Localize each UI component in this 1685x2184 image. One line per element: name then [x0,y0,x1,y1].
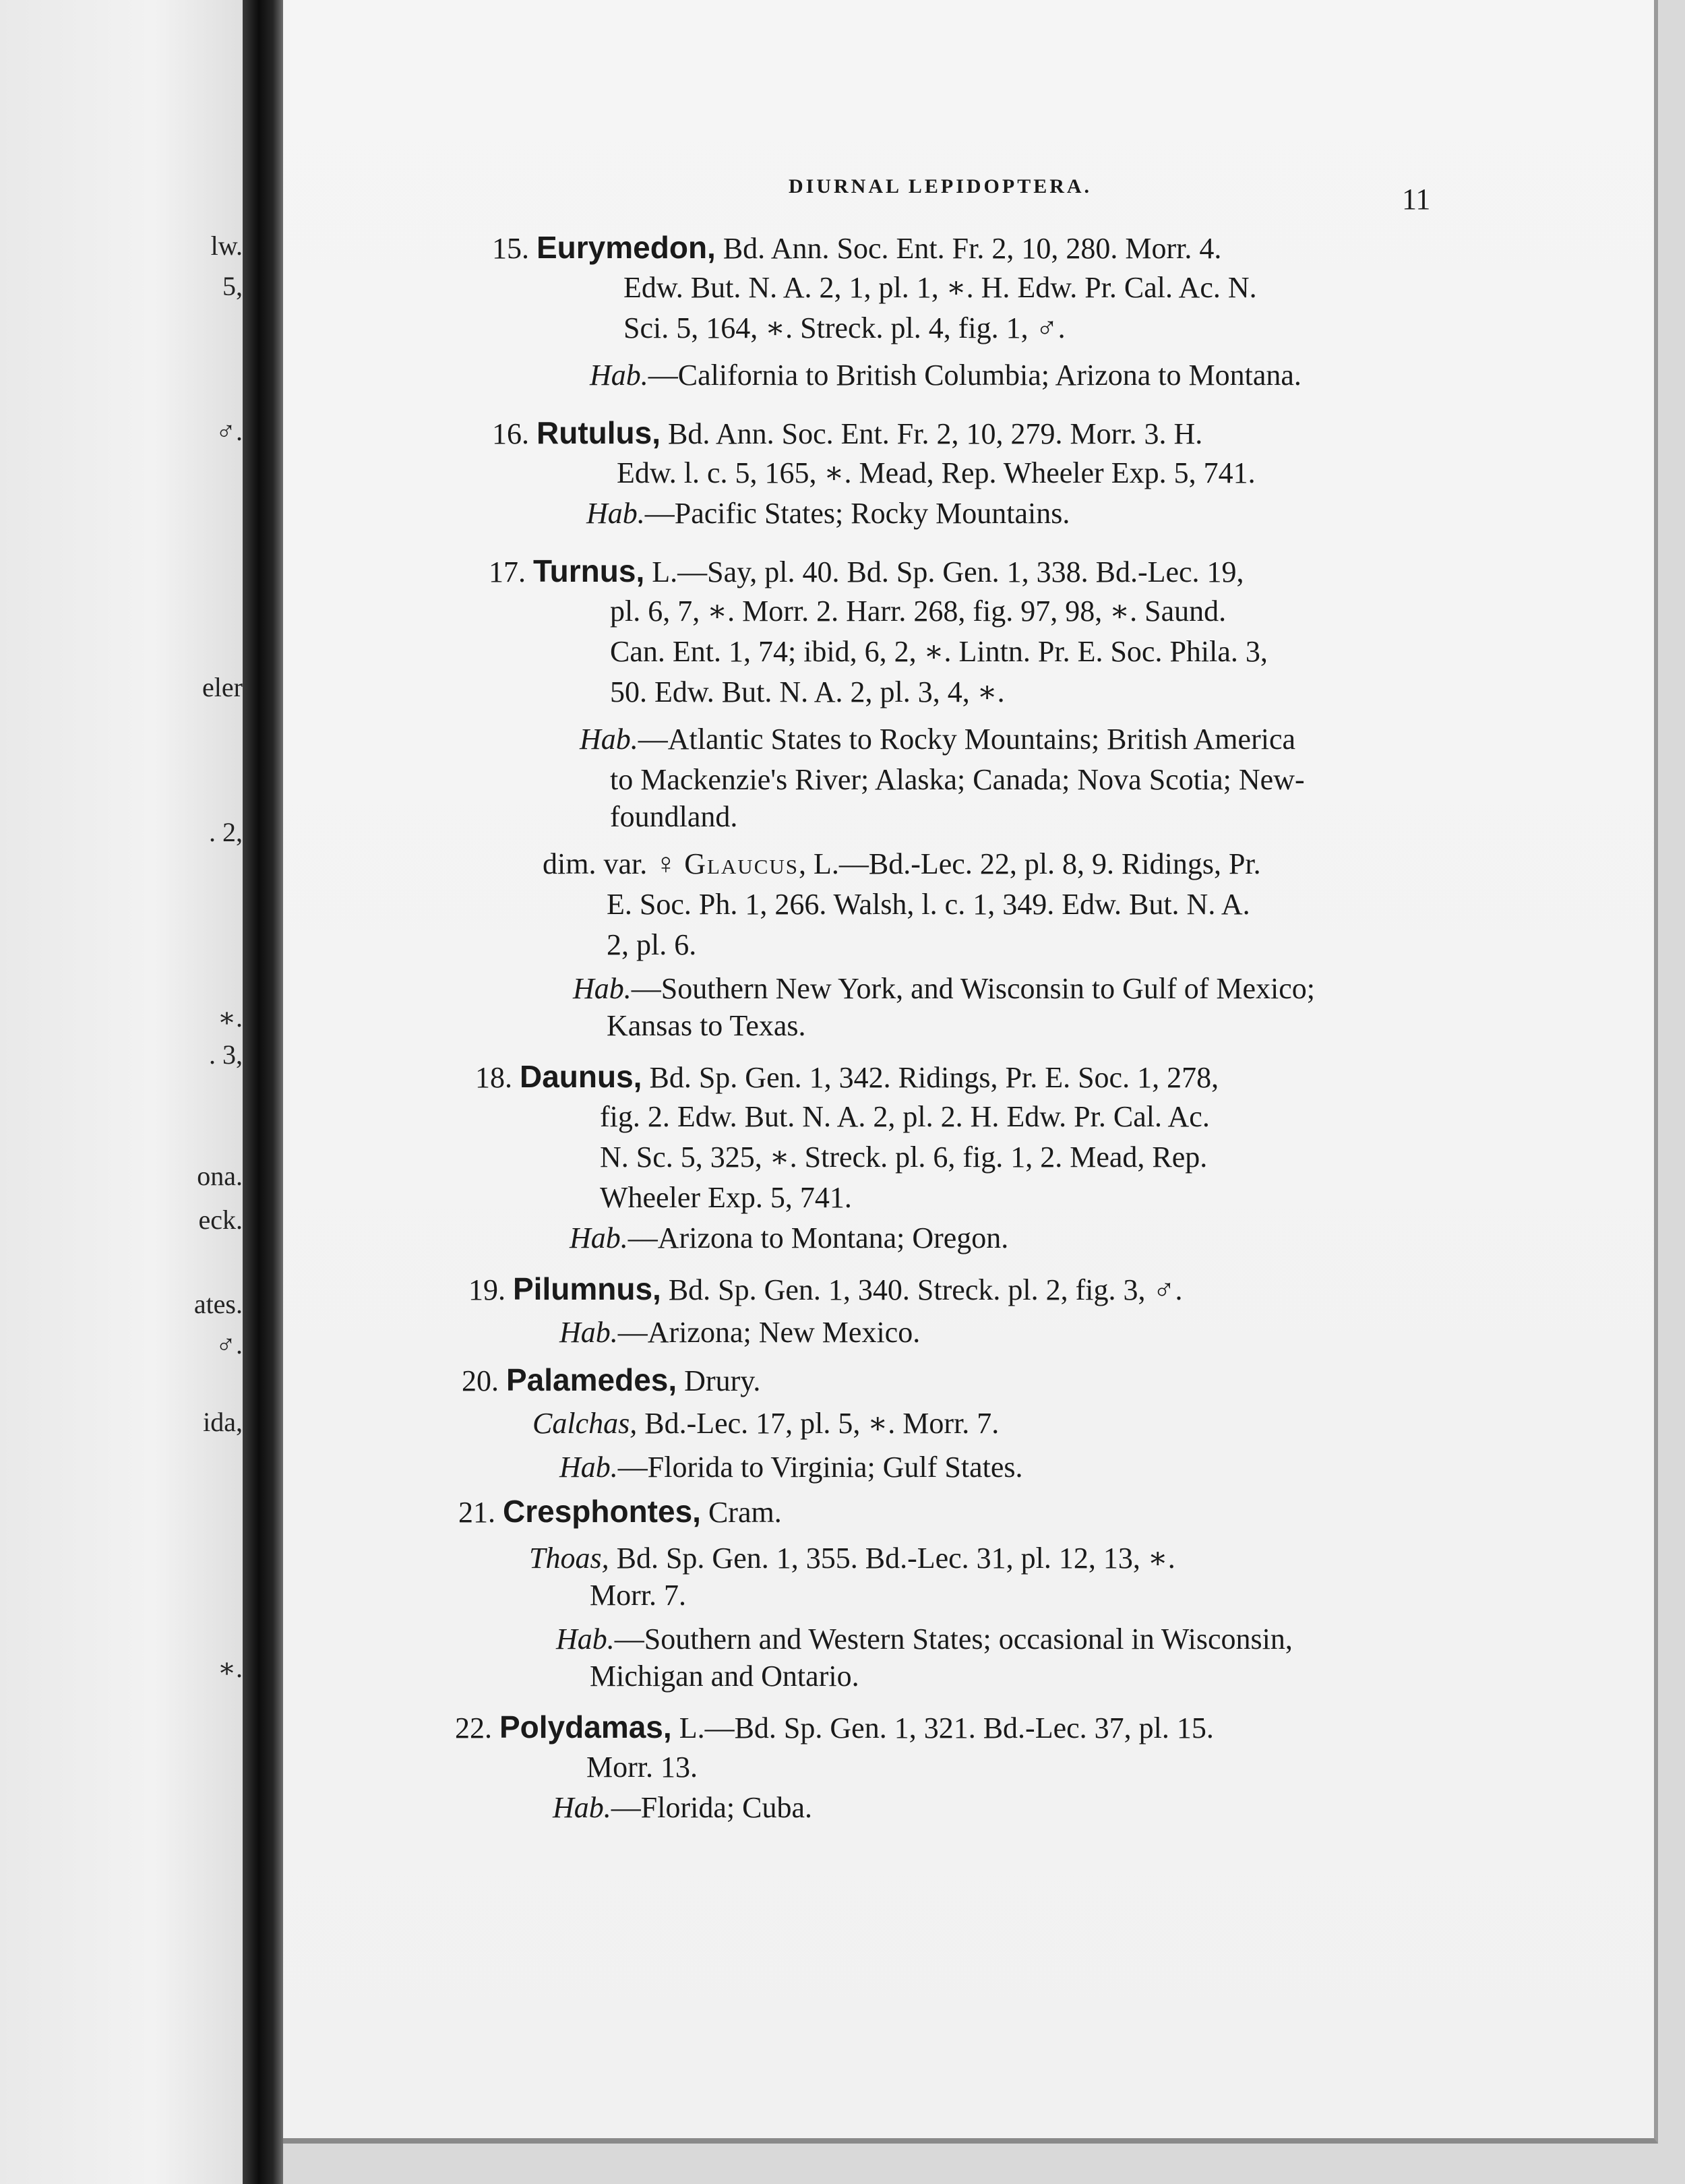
entry-15-habitat: Hab.—California to British Columbia; Arizona to Montana. [590,359,1301,392]
variety-heading: dim. var. ♀ Glaucus, L.—Bd.-Lec. 22, pl. 8, 9. Ridings, Pr. [543,847,1261,880]
species-name: Rutulus, [537,415,661,450]
entry-16-heading: 16. Rutulus, Bd. Ann. Soc. Ent. Fr. 2, 10, 279. Morr. 3. H. [492,415,1203,450]
species-name: Turnus, [533,553,645,588]
entry-22-heading: 22. Polydamas, L.—Bd. Sp. Gen. 1, 321. Bd.-Lec. 37, pl. 15. [455,1709,1214,1745]
entry-22-ref: Morr. 13. [586,1751,698,1784]
entry-20-habitat: Hab.—Florida to Virginia; Gulf States. [559,1451,1023,1484]
facing-page [0,0,256,2184]
variety-name: Glaucus [684,847,799,880]
entry-21-synonym-ref: Morr. 7. [590,1579,686,1612]
entry-21-habitat: Michigan and Ontario. [590,1660,859,1693]
book-spine [243,0,283,2184]
entry-20-heading: 20. Palamedes, Drury. [462,1362,761,1397]
entry-20-synonym: Calchas, Bd.-Lec. 17, pl. 5, ∗. Morr. 7. [532,1407,1000,1440]
entry-18-ref: Wheeler Exp. 5, 741. [600,1181,852,1214]
variety-habitat: Kansas to Texas. [607,1009,806,1042]
facing-page-fragment: ♂. [216,1329,243,1360]
facing-page-fragment: ates. [193,1289,243,1319]
variety-habitat: Hab.—Southern New York, and Wisconsin to Gulf of Mexico; [573,972,1316,1005]
variety-ref: E. Soc. Ph. 1, 266. Walsh, l. c. 1, 349. Edw. But. N. A. [607,888,1250,921]
entry-21-heading: 21. Cresphontes, Cram. [458,1494,782,1529]
entry-19-habitat: Hab.—Arizona; New Mexico. [559,1316,921,1349]
facing-page-fragment: ♂. [216,416,243,446]
species-name: Polydamas, [499,1709,672,1745]
entry-21-habitat: Hab.—Southern and Western States; occasional in Wisconsin, [556,1622,1293,1656]
entry-18-ref: fig. 2. Edw. But. N. A. 2, pl. 2. H. Edw. Pr. Cal. Ac. [600,1100,1210,1133]
entry-17-ref: Can. Ent. 1, 74; ibid, 6, 2, ∗. Lintn. Pr. E. Soc. Phila. 3, [610,635,1268,668]
facing-page-fragment: 5, [222,271,243,301]
entry-17-habitat: foundland. [610,800,738,833]
entry-17-ref: 50. Edw. But. N. A. 2, pl. 3, 4, ∗. [610,675,1005,708]
facing-page-fragment: ∗. [217,1653,243,1683]
entry-17-heading: 17. Turnus, L.—Say, pl. 40. Bd. Sp. Gen. 1, 338. Bd.-Lec. 19, [489,553,1244,588]
facing-page-fragment: lw. [210,231,243,261]
entry-16-habitat: Hab.—Pacific States; Rocky Mountains. [586,497,1070,530]
entry-17-habitat: to Mackenzie's River; Alaska; Canada; Nova Scotia; New- [610,763,1305,796]
variety-ref: 2, pl. 6. [607,928,697,961]
entry-19-heading: 19. Pilumnus, Bd. Sp. Gen. 1, 340. Streck. pl. 2, fig. 3, ♂. [468,1271,1183,1306]
entry-21-synonym: Thoas, Bd. Sp. Gen. 1, 355. Bd.-Lec. 31, pl. 12, 13, ∗. [529,1542,1175,1575]
page-number: 11 [1402,183,1431,216]
facing-page-fragment: ida, [203,1407,243,1437]
entry-18-ref: N. Sc. 5, 325, ∗. Streck. pl. 6, fig. 1, 2. Mead, Rep. [600,1141,1208,1174]
facing-page-fragment: eck. [198,1205,243,1235]
species-name: Cresphontes, [503,1494,701,1529]
facing-page-fragment: . 2, [209,817,243,847]
entry-16-ref: Edw. l. c. 5, 165, ∗. Mead, Rep. Wheeler Exp. 5, 741. [617,456,1256,489]
running-title: DIURNAL LEPIDOPTERA. [789,175,1093,198]
entry-22-habitat: Hab.—Florida; Cuba. [553,1791,812,1824]
facing-page-fragment: . 3, [209,1039,243,1070]
entry-18-heading: 18. Daunus, Bd. Sp. Gen. 1, 342. Ridings, Pr. E. Soc. 1, 278, [475,1059,1219,1094]
species-name: Daunus, [520,1059,642,1094]
species-name: Pilumnus, [513,1271,661,1306]
entry-17-habitat: Hab.—Atlantic States to Rocky Mountains; British America [580,723,1295,756]
facing-page-fragment: eler [202,672,243,702]
entry-15-heading: 15. Eurymedon, Bd. Ann. Soc. Ent. Fr. 2, 10, 280. Morr. 4. [492,230,1222,265]
species-name: Palamedes, [506,1362,677,1397]
entry-18-habitat: Hab.—Arizona to Montana; Oregon. [570,1221,1009,1254]
facing-page-fragment: ona. [197,1161,243,1191]
facing-page-fragment: ∗. [217,1002,243,1033]
entry-15-ref: Sci. 5, 164, ∗. Streck. pl. 4, fig. 1, ♂. [623,311,1066,344]
entry-17-ref: pl. 6, 7, ∗. Morr. 2. Harr. 268, fig. 97, 98, ∗. Saund. [610,595,1227,628]
entry-15-ref: Edw. But. N. A. 2, 1, pl. 1, ∗. H. Edw. Pr. Cal. Ac. N. [623,271,1257,304]
species-name: Eurymedon, [537,230,716,265]
